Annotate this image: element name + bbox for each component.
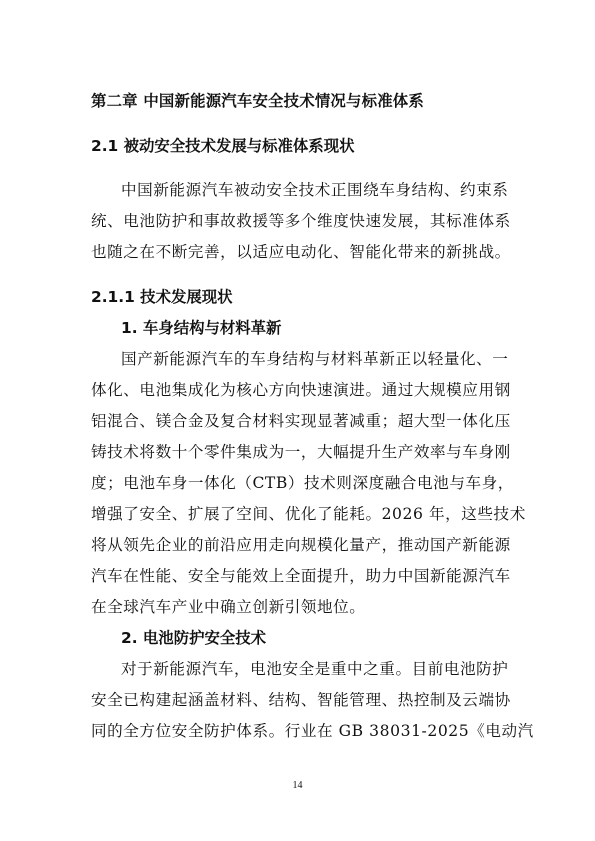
item1-line-3: 铝混合、镁合金及复合材料实现显著减重；超大型一体化压 bbox=[91, 412, 511, 430]
item1-line-2: 体化、电池集成化为核心方向快速演进。通过大规模应用钢 bbox=[91, 381, 511, 399]
item1-line-9: 在全球汽车产业中确立创新引领地位。 bbox=[91, 598, 366, 616]
item2-line-3: 同的全方位安全防护体系。行业在 GB 38031-2025《电动汽 bbox=[91, 722, 534, 740]
item1-line-1: 国产新能源汽车的车身结构与材料革新正以轻量化、一 bbox=[121, 350, 509, 368]
item2-heading: 2. 电池防护安全技术 bbox=[121, 629, 267, 647]
section-title: 2.1 被动安全技术发展与标准体系现状 bbox=[91, 137, 355, 155]
intro-line-2: 统、电池防护和事故救援等多个维度快速发展，其标准体系 bbox=[91, 212, 511, 230]
item1-line-8: 汽车在性能、安全与能效上全面提升，助力中国新能源汽车 bbox=[91, 567, 511, 585]
intro-line-3: 也随之在不断完善，以适应电动化、智能化带来的新挑战。 bbox=[91, 243, 511, 261]
item2-line-2: 安全已构建起涵盖材料、结构、智能管理、热控制及云端协 bbox=[91, 691, 511, 709]
chapter-title: 第二章 中国新能源汽车安全技术情况与标准体系 bbox=[91, 92, 424, 110]
page-number: 14 bbox=[292, 780, 303, 791]
subsection-title: 2.1.1 技术发展现状 bbox=[91, 288, 233, 306]
intro-line-1: 中国新能源汽车被动安全技术正围绕车身结构、约束系 bbox=[121, 181, 509, 199]
item1-line-6: 增强了安全、扩展了空间、优化了能耗。2026 年，这些技术 bbox=[91, 505, 526, 523]
item2-line-1: 对于新能源汽车，电池安全是重中之重。目前电池防护 bbox=[121, 660, 509, 678]
item1-line-7: 将从领先企业的前沿应用走向规模化量产，推动国产新能源 bbox=[91, 536, 511, 554]
item1-line-5: 度；电池车身一体化（CTB）技术则深度融合电池与车身， bbox=[91, 474, 514, 492]
item1-line-4: 铸技术将数十个零件集成为一，大幅提升生产效率与车身刚 bbox=[91, 443, 511, 461]
item1-heading: 1. 车身结构与材料革新 bbox=[121, 319, 282, 337]
